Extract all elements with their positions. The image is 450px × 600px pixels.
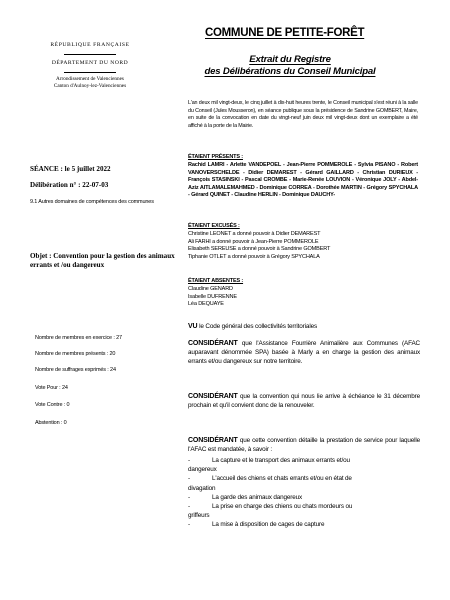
suffrages-exprimes: Nombre de suffrages exprimés : 24 xyxy=(35,367,116,373)
considerant-keyword: CONSIDÉRANT xyxy=(188,340,238,347)
vu-keyword: VU xyxy=(188,323,198,330)
considerant-text: que cette convention détaille la prestation de service pour laquelle l'AFAC est mandatée, à savoir : xyxy=(188,437,420,454)
prestation-list xyxy=(188,456,420,530)
vote-pour: Vote Pour : 24 xyxy=(35,385,68,391)
intro-paragraph: L'an deux mil vingt-deux, le cinq juillet à dix-huit heures trente, le Conseil municipal s'est réuni à la salle du Conseil (Jules Mousseron), en séance publique sous la présidence de Sandrine GOMBERT, Maire, en suite de la convocation en date du vingt-neuf juin deux mil vingt-deux dont un exemplaire a été affiché à la porte de la Mairie. xyxy=(188,100,418,129)
extrait-line-1: Extrait du Registre xyxy=(249,54,331,65)
objet-text: Objet : Convention pour la gestion des animaux errants et /ou dangereux xyxy=(30,252,175,270)
abstention: Abstention : 0 xyxy=(35,420,67,426)
membres-presents: Nombre de membres présents : 20 xyxy=(35,351,116,357)
commune-title: COMMUNE DE PETITE-FORÊT xyxy=(205,27,365,39)
considerant-1 xyxy=(188,339,420,367)
canton-line: Canton d'Aulnoy-lez-Valenciennes xyxy=(53,83,127,89)
presents-heading: ÉTAIENT PRÉSENTS : xyxy=(188,154,243,160)
list-item: - L'accueil des chiens et chats errants et/ou en état de xyxy=(188,475,352,483)
deliberation-number: Délibération n° : 22-07-03 xyxy=(30,181,109,189)
list-item: Léa DEQUAYE xyxy=(188,301,224,308)
departement-heading: DÉPARTEMENT DU NORD xyxy=(51,60,129,66)
excuses-list xyxy=(188,231,418,261)
list-item: Isabelle DUFRENNE xyxy=(188,293,237,300)
list-item: Elisabeth SEREUSE a donné pouvoir à Sandrine GOMBERT xyxy=(188,246,331,253)
considerant-keyword: CONSIDÉRANT xyxy=(188,437,238,444)
arrondissement-block xyxy=(30,76,150,90)
considerant-2 xyxy=(188,392,420,410)
absents-list xyxy=(188,286,418,309)
extrait-title xyxy=(170,54,410,78)
list-item: Ali FARHI a donné pouvoir à Jean-Pierre POMMEROLE xyxy=(188,238,319,245)
absents-heading: ÉTAIENT ABSENTES : xyxy=(188,278,244,284)
list-item-continuation: griffeurs xyxy=(188,512,210,520)
considerant-text: que la convention qui nous lie arrive à échéance le 31 décembre prochain et qu'il convient donc de la renouveler. xyxy=(188,393,420,410)
list-item: - La mise à disposition de cages de capture xyxy=(188,521,325,529)
vu-line xyxy=(188,323,317,330)
seance-date: SÉANCE : le 5 juillet 2022 xyxy=(30,165,111,173)
arrondissement-line: Arrondissement de Valenciennes xyxy=(56,76,124,82)
list-item: - La prise en charge des chiens ou chats mordeurs ou xyxy=(188,503,353,511)
list-item: Claudine GENARD xyxy=(188,286,233,292)
extrait-line-2: des Délibérations du Conseil Municipal xyxy=(204,66,376,77)
vote-contre: Vote Contre : 0 xyxy=(35,402,70,408)
membres-exercice: Nombre de membres en exercice : 27 xyxy=(35,335,122,341)
divider xyxy=(64,54,116,55)
list-item-continuation: divagation xyxy=(188,484,216,492)
presents-list: Rachid LAMRI - Arlette VANDEPOEL - Jean-Pierre POMMEROLE - Sylvia PISANO - Robert VANOVERSCHELDE - Didier DEMAREST - Gérard GAILLARD - Christian DURIEUX - François STASINSKI - Pascal CROMBE - Marie-Renée LOUVION - Véronique JOLY - Abdel-Aziz AITLAMALEMAHMED - Dominique CORREA - Dorothée MARTIN - Grégory SPYCHALA - Gérard QUINET - Claudine HERLIN - Dominique DAUCHY- xyxy=(188,162,418,199)
list-item: Christine LEONET a donné pouvoir à Didier DEMAREST xyxy=(188,231,321,237)
considerant-3 xyxy=(188,436,420,454)
list-item: Tiphanie OTLET a donné pouvoir à Grégory SPYCHALA xyxy=(188,253,320,260)
considerant-keyword: CONSIDÉRANT xyxy=(188,393,238,400)
list-item: - La capture et le transport des animaux errants et/ou xyxy=(188,457,350,464)
list-item-continuation: dangereux xyxy=(188,466,217,474)
divider xyxy=(64,72,116,73)
list-item: - La garde des animaux dangereux xyxy=(188,493,303,501)
republique-heading: RÉPUBLIQUE FRANÇAISE xyxy=(50,42,130,48)
vu-text: le Code général des collectivités territoriales xyxy=(197,323,318,330)
theme-text: 9.1 Autres domaines de compétences des communes xyxy=(30,199,154,205)
excuses-heading: ÉTAIENT EXCUSÉS : xyxy=(188,223,240,229)
considerant-text: que l'Assistance Fourrière Animalière aux Communes (AFAC auparavant dénommée SPA) basée à Marly a en charge la gestion des animaux errants et/ou dangereux sur notre territoire. xyxy=(188,340,420,366)
